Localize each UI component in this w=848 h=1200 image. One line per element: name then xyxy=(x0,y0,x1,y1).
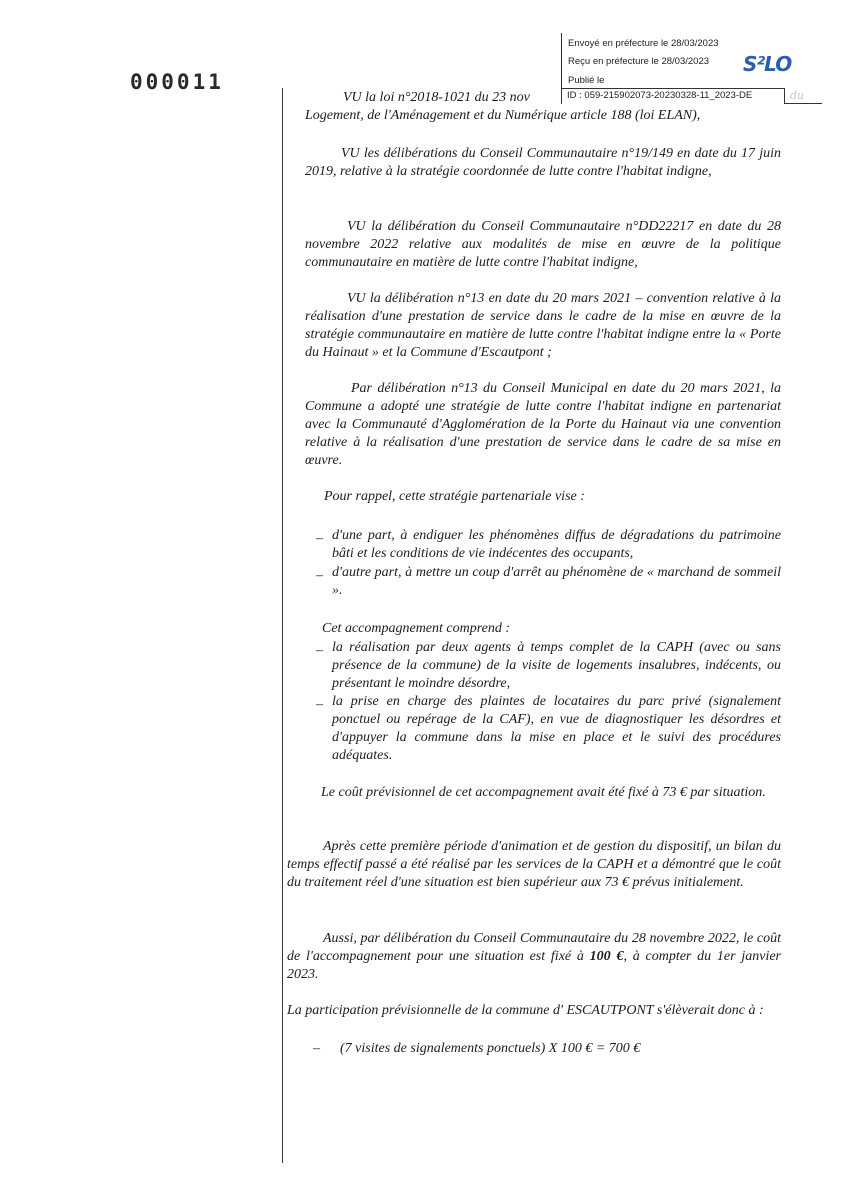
vu-loi-line1: VU la loi n°2018-1021 du 23 nov xyxy=(343,90,530,105)
stamp-received: Reçu en préfecture le 28/03/2023 xyxy=(568,56,710,67)
margin-line xyxy=(282,88,283,1163)
participation-item: (7 visites de signalements ponctuels) X 100 € = 700 € xyxy=(340,1041,641,1056)
stamp-id-box xyxy=(562,88,785,104)
stamp-published: Publié le xyxy=(568,75,605,86)
paragraph-pour-rappel: Pour rappel, cette stratégie partenariale vise : xyxy=(324,489,585,504)
rappel-item: d'une part, à endiguer les phénomènes diffus de dégradations du patrimoine bâti et les conditions de vie indécentes des occupants, xyxy=(332,528,781,561)
paragraph-participation: La participation prévisionnelle de la commune d' ESCAUTPONT s'élèverait donc à : xyxy=(287,1003,764,1018)
aussi-text-before: Aussi, par délibération du Conseil Communautaire du 28 novembre 2022, le coût de l'accompagnement pour une situation est fixé à xyxy=(287,931,781,964)
paragraph-accompagnement-intro: Cet accompagnement comprend : xyxy=(322,621,511,636)
stamp-faint-text: du xyxy=(790,89,805,102)
paragraph-par-deliberation: Par délibération n°13 du Conseil Municipal en date du 20 mars 2021, la Commune a adopté une stratégie de lutte contre l'habitat indigne en partenariat avec la Communauté d'Agglomération de la Porte du Hainaut via une convention relative à la réalisation d'une prestation de service dans le cadre de sa mise en œuvre. xyxy=(305,381,781,468)
stamp-id: ID : 059-215902073-20230328-11_2023-DE xyxy=(567,90,753,101)
paragraph-cout-previsionnel: Le coût prévisionnel de cet accompagnement avait été fixé à 73 € par situation. xyxy=(321,785,766,800)
rappel-item: d'autre part, à mettre un coup d'arrêt au phénomène de « marchand de sommeil ». xyxy=(332,565,781,598)
accompagnement-item: la prise en charge des plaintes de locataires du parc privé (signalement ponctuel ou repérage de la CAF), en vue de diagnostiquer les désordres et d'appuyer la commune dans la mise en place et le suivi des procédures adéquates. xyxy=(332,694,781,763)
paragraph-vu-deliberations-2019: VU les délibérations du Conseil Communautaire n°19/149 en date du 17 juin 2019, relative à la stratégie coordonnée de lutte contre l'habitat indigne, xyxy=(305,146,781,179)
paragraph-aussi xyxy=(287,930,781,984)
aussi-text-after: , à compter du 1er janvier 2023. xyxy=(287,949,782,982)
vu-loi-line2: Logement, de l'Aménagement et du Numérique article 188 (loi ELAN), xyxy=(305,108,701,123)
page-number: 000011 xyxy=(130,70,224,94)
paragraph-vu-deliberation-2021: VU la délibération n°13 en date du 20 mars 2021 – convention relative à la réalisation d'une prestation de service dans le cadre de la mise en œuvre de la stratégie communautaire en matière de lutte contre l'habitat indigne entre la « Porte du Hainaut » et la Commune d'Escautpont ; xyxy=(305,291,781,360)
accompagnement-item: la réalisation par deux agents à temps complet de la CAPH (avec ou sans présence de la commune) de la visite de logements insalubres, indécents, ou présentant le moindre désordre, xyxy=(332,640,781,691)
paragraph-vu-deliberation-2022: VU la délibération du Conseil Communautaire n°DD22217 en date du 28 novembre 2022 relative aux modalités de mise en œuvre de la politique communautaire en matière de lutte contre l'habitat indigne, xyxy=(305,219,781,270)
stamp-handwritten-mark: S²LO xyxy=(743,52,792,76)
prefecture-stamp xyxy=(561,33,822,104)
stamp-sent: Envoyé en préfecture le 28/03/2023 xyxy=(568,38,719,49)
bullet-dash: – xyxy=(316,643,323,658)
aussi-amount: 100 € xyxy=(589,949,624,964)
paragraph-apres-periode: Après cette première période d'animation et de gestion du dispositif, un bilan du temps effectif passé a été réalisé par les services de la CAPH et a démontré que le coût du traitement réel d'une situation est bien supérieur aux 73 € prévus initialement. xyxy=(287,839,781,890)
bullet-dash: – xyxy=(316,697,323,712)
bullet-dash: – xyxy=(316,531,323,546)
bullet-dash: – xyxy=(313,1041,320,1056)
bullet-dash: – xyxy=(316,568,323,583)
